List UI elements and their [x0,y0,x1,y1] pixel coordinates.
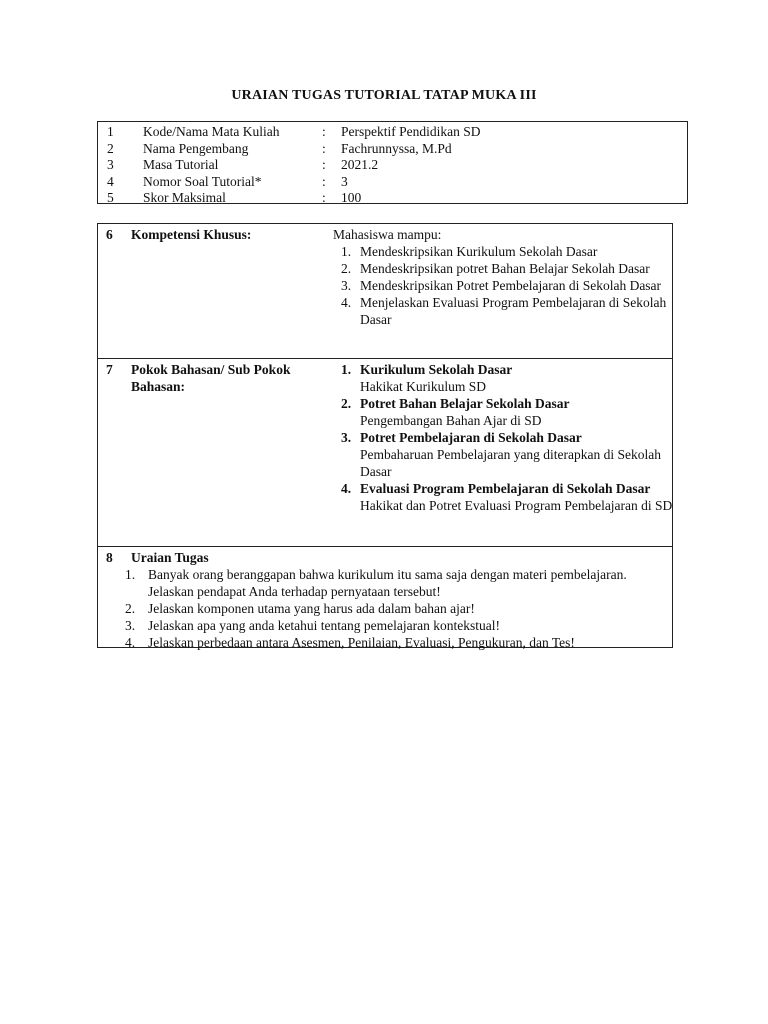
info-colon: : [322,174,326,189]
competency-cell [98,224,673,359]
section-title: Uraian Tugas [131,550,209,565]
section-number: 7 [106,362,113,377]
list-item: 1. Mendeskripsikan Kurikulum Sekolah Dasar [341,244,598,259]
info-number: 5 [107,190,114,205]
info-value: 2021.2 [341,157,379,172]
info-label: Nomor Soal Tutorial* [143,174,262,189]
info-row [98,173,687,190]
topic-cell [98,359,673,547]
info-row [98,140,687,157]
topic-list [333,361,673,514]
document-title: URAIAN TUGAS TUTORIAL TATAP MUKA III [231,88,537,103]
task-cell [98,547,673,648]
list-item: 1. Banyak orang beranggapan bahwa kurikulum itu sama saja dengan materi pembelajaran. Jelaskan pendapat Anda terhadap pernyataan tersebut! [125,567,627,599]
info-label: Kode/Nama Mata Kuliah [143,124,280,139]
list-item: 2. Mendeskripsikan potret Bahan Belajar Sekolah Dasar [341,261,650,276]
list-item: 2. Jelaskan komponen utama yang harus ada dalam bahan ajar! [125,601,475,616]
info-colon: : [322,190,326,205]
section-title: Kompetensi Khusus: [131,227,252,242]
info-number: 3 [107,157,114,172]
list-item: 2. Potret Bahan Belajar Sekolah Dasar Pengembangan Bahan Ajar di SD [341,396,570,428]
info-label: Skor Maksimal [143,190,226,205]
list-item: 3. Jelaskan apa yang anda ketahui tentang pemelajaran kontekstual! [125,618,500,633]
competency-list [333,226,673,328]
list-item: 3. Potret Pembelajaran di Sekolah Dasar Pembaharuan Pembelajaran yang diterapkan di Sekolah Dasar [341,430,662,479]
info-row [98,156,687,173]
section-number: 6 [106,227,113,242]
info-colon: : [322,157,326,172]
info-value: 3 [341,174,348,189]
list-item: 1. Kurikulum Sekolah Dasar Hakikat Kurikulum SD [341,362,513,394]
info-number: 4 [107,174,114,189]
info-value: Perspektif Pendidikan SD [341,124,481,139]
info-value: 100 [341,190,362,205]
info-colon: : [322,124,326,139]
list-item: 4. Menjelaskan Evaluasi Program Pembelajaran di Sekolah Dasar [341,295,667,327]
info-number: 1 [107,124,114,139]
list-item: 3. Mendeskripsikan Potret Pembelajaran di Sekolah Dasar [341,278,662,293]
list-item: 4. Evaluasi Program Pembelajaran di Sekolah Dasar Hakikat dan Potret Evaluasi Program Pembelajaran di SD [341,481,673,513]
section-number: 8 [106,550,113,565]
info-row [98,189,687,206]
info-colon: : [322,141,326,156]
tutorial-task-table [97,223,673,648]
list-item: 4. Jelaskan perbedaan antara Asesmen, Penilaian, Evaluasi, Pengukuran, dan Tes! [125,635,575,650]
section-title: Pokok Bahasan/ Sub Pokok Bahasan: [131,362,291,394]
task-list [98,566,658,651]
info-label: Nama Pengembang [143,141,249,156]
info-label: Masa Tutorial [143,157,219,172]
info-value: Fachrunnyssa, M.Pd [341,141,452,156]
info-number: 2 [107,141,114,156]
info-row [98,123,687,140]
competency-intro: Mahasiswa mampu: [333,227,442,242]
course-info-box [97,121,688,204]
